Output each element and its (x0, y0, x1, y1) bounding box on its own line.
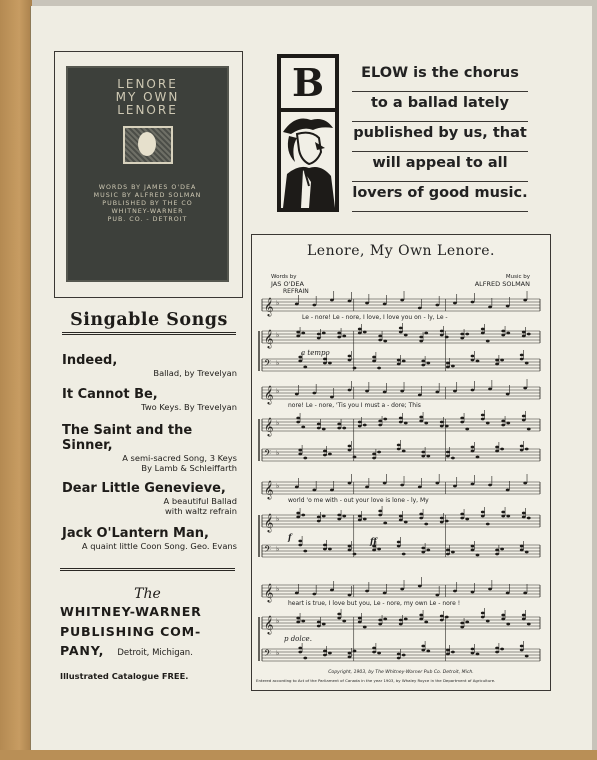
dynamic-marking: a tempo (301, 349, 330, 357)
intro-line: ELOW is the chorus (352, 62, 528, 92)
book-binding (0, 0, 32, 760)
song-description: with waltz refrain (165, 506, 237, 516)
copyright-notice: Copyright, 1903, by The Whitney-Warner Pub Co. Detroit, Mich. (328, 670, 474, 675)
svg-text:𝄞: 𝄞 (264, 583, 274, 602)
drop-cap-portrait (277, 54, 339, 212)
svg-text:♭: ♭ (276, 482, 280, 490)
song-entry (62, 387, 237, 412)
cover-title-line: LENORE (117, 103, 178, 117)
song-title: Jack O'Lantern Man, (62, 526, 209, 541)
svg-text:♭: ♭ (276, 545, 280, 553)
svg-text:♭: ♭ (276, 617, 280, 625)
music-staves (252, 235, 550, 690)
cover-credit-line: WORDS BY JAMES O'DEA (98, 184, 197, 191)
song-entry (62, 526, 237, 551)
lyricist: JAS O'DEA (271, 280, 304, 288)
intro-line: will appeal to all (352, 152, 528, 182)
svg-text:𝄞: 𝄞 (264, 417, 274, 436)
svg-text:𝄢: 𝄢 (264, 648, 272, 661)
songs-heading: Singable Songs (62, 310, 236, 335)
svg-text:𝄞: 𝄞 (264, 513, 274, 532)
svg-text:♭: ♭ (276, 585, 280, 593)
publisher-name-line (60, 643, 236, 658)
cover-title-line: LENORE (117, 77, 178, 91)
song-title (62, 423, 237, 453)
sheet-music (251, 234, 551, 691)
svg-text:𝄢: 𝄢 (264, 448, 272, 461)
svg-text:♭: ♭ (276, 515, 280, 523)
svg-text:♭: ♭ (276, 649, 280, 657)
music-label: Music by (505, 274, 530, 280)
drop-cap-letter: B (291, 60, 325, 105)
intro-line: to a ballad lately (352, 92, 528, 122)
lyric-line: heart is true, I love but you, Le - nore, my own Le - nore ! (288, 600, 461, 607)
song-description: A quaint little Coon Song. Geo. Evans (81, 541, 237, 551)
dynamic-marking: f (288, 532, 292, 542)
lyric-line: nore! Le - nore, 'Tis you I must a - dore; This (288, 402, 421, 409)
dynamic-marking: ff (370, 536, 377, 546)
svg-text:♭: ♭ (276, 299, 280, 307)
lyric-line: Le - nore! Le - nore, I love, I love you on - ly, Le - (302, 314, 448, 321)
cover-credit-line: PUB. CO. - DETROIT (107, 216, 188, 223)
words-label: Words by (271, 274, 297, 280)
divider-rule (60, 568, 235, 571)
song-title-text: The Saint and the Sinner, (62, 423, 193, 453)
svg-text:𝄞: 𝄞 (264, 480, 274, 499)
composer: ALFRED SOLMAN (474, 280, 530, 288)
publisher-place: Detroit, Michigan. (117, 648, 193, 658)
svg-text:♭: ♭ (276, 449, 280, 457)
page-bottom-edge (0, 750, 597, 760)
svg-text:𝄞: 𝄞 (264, 615, 274, 634)
dynamic-marking: p dolce. (284, 635, 312, 643)
entered-notice: Entered according to Act of the Parliament of Canada in the year 1903, by Whaley Royce in the Department of Agriculture. (256, 678, 496, 683)
cover-credit-line: MUSIC BY ALFRED SOLMAN (93, 192, 202, 199)
score-title: Lenore, My Own Lenore. (307, 243, 495, 259)
song-entry (62, 481, 237, 516)
svg-text:𝄞: 𝄞 (264, 297, 274, 316)
tricorn-man-illustration (281, 112, 335, 208)
cover-credits (68, 184, 227, 224)
cover-image (66, 66, 229, 282)
publisher-name-line: PUBLISHING COM- (60, 624, 202, 639)
song-description: A semi-sacred Song, 3 Keys (122, 453, 237, 463)
svg-text:𝄢: 𝄢 (264, 358, 272, 371)
intro-line: published by us, that (352, 122, 528, 152)
lyric-line: world 'o me with - out your love is lone - ly, My (288, 497, 429, 504)
publisher-name-line: WHITNEY-WARNER (60, 604, 202, 619)
song-title: It Cannot Be, (62, 387, 158, 402)
svg-text:♭: ♭ (276, 331, 280, 339)
cover-credit-line: WHITNEY-WARNER (111, 208, 184, 215)
intro-text (352, 62, 528, 212)
svg-text:𝄢: 𝄢 (264, 544, 272, 557)
song-description: Two Keys. By Trevelyan (141, 402, 237, 412)
song-title: Dear Little Genevieve, (62, 481, 226, 496)
song-entry (62, 423, 237, 473)
intro-line: lovers of good music. (352, 182, 528, 212)
svg-text:♭: ♭ (276, 359, 280, 367)
publisher-name-end: PANY, (60, 643, 105, 658)
song-description: Ballad, by Trevelyan (153, 368, 237, 378)
drop-cap-box (281, 58, 335, 108)
cover-title (68, 78, 227, 117)
svg-text:♭: ♭ (276, 387, 280, 395)
catalogue-note: Illustrated Catalogue FREE. (60, 671, 189, 681)
song-description: By Lamb & Schleiffarth (141, 463, 237, 473)
refrain-label: REFRAIN (283, 288, 309, 295)
svg-text:𝄞: 𝄞 (264, 329, 274, 348)
cover-credit-line: PUBLISHED BY THE CO (102, 200, 193, 207)
publisher-article: The (134, 586, 161, 602)
song-title: Indeed, (62, 353, 118, 368)
svg-text:𝄞: 𝄞 (264, 385, 274, 404)
song-description: A beautiful Ballad (163, 496, 237, 506)
cover-title-line: MY OWN (115, 90, 180, 104)
cameo-portrait (123, 126, 173, 164)
song-entry (62, 353, 237, 378)
svg-text:♭: ♭ (276, 419, 280, 427)
